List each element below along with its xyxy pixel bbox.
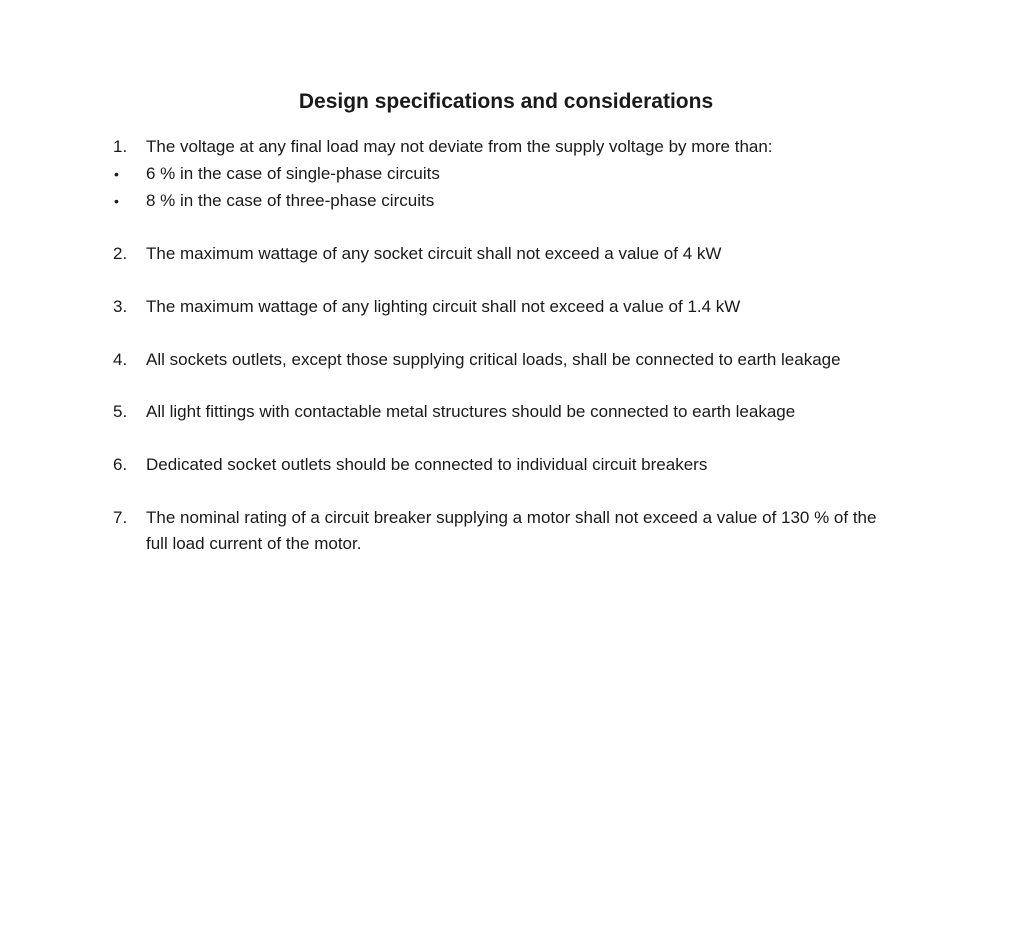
sub-bullet-text: 8 % in the case of three-phase circuits <box>146 191 435 210</box>
list-item-text: The nominal rating of a circuit breaker supplying a motor shall not exceed a value of 130 % of the full load current of the motor. <box>146 508 877 553</box>
list-number: 7. <box>113 508 128 527</box>
list-item-text: The maximum wattage of any lighting circuit shall not exceed a value of 1.4 kW <box>146 297 741 316</box>
sub-bullet-text: 6 % in the case of single-phase circuits <box>146 164 440 183</box>
list-item-text: The maximum wattage of any socket circuit shall not exceed a value of 4 kW <box>146 244 722 263</box>
list-item-text: All sockets outlets, except those supplying critical loads, shall be connected to earth leakage <box>146 350 841 369</box>
list-number: 2. <box>113 244 128 263</box>
list-item-text: All light fittings with contactable metal structures should be connected to earth leakage <box>146 402 796 421</box>
list-number: 5. <box>113 402 128 421</box>
bullet-icon: • <box>114 166 119 182</box>
bullet-icon: • <box>114 193 119 209</box>
list-item-text: The voltage at any final load may not deviate from the supply voltage by more than: <box>146 137 773 156</box>
list-number: 6. <box>113 455 128 474</box>
list-number: 3. <box>113 297 128 316</box>
page-title: Design specifications and considerations <box>298 90 714 113</box>
list-item-text: Dedicated socket outlets should be connected to individual circuit breakers <box>146 455 708 474</box>
list-number: 1. <box>113 137 128 156</box>
list-number: 4. <box>113 350 128 369</box>
